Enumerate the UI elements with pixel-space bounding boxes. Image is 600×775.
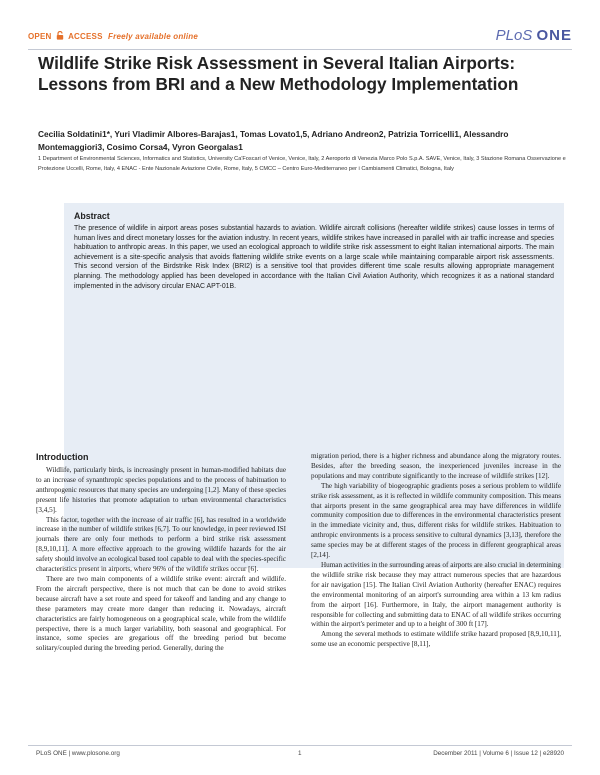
logo-pl: PL [495, 27, 514, 44]
logo-os: oS [513, 27, 533, 44]
intro-paragraph: Wildlife, particularly birds, is increasingly present in human-modified habitats due to an increase of synanthropic species populations and to the process of habituation to anthropogenic resources that many species are undergoing [1,2]. Many of these species present life histories that promote adaptation to urban environmental characteristics [3,4,5]. [36, 466, 286, 514]
intro-paragraph: migration period, there is a higher richness and abundance along the migratory routes. Besides, after the breeding season, the inexperienced juveniles increase in the populations and may contribute significantly to the increase of wildlife strikes [12]. [311, 452, 561, 480]
intro-column-left [36, 466, 286, 654]
affiliations: 1 Department of Environmental Sciences, Informatics and Statistics, University Ca'Foscari of Venice, Venice, Italy, 2 Aeroporto di Venezia Marco Polo S.p.A. SAVE, Venice, Italy, 3 Stazione Romana Osservazione e Protezione Uccelli, Rome, Italy, 4 ENAC - Ente Nazionale Aviazione Civile, Rome, Italy, 5 CMCC – Centro Euro-Mediterraneo per i Cambiamenti Climatici, Bologna, Italy [38, 156, 566, 172]
introduction-heading: Introduction [36, 452, 89, 462]
logo-one: ONE [536, 27, 572, 44]
footer-journal: PLoS ONE | www.plosone.org [36, 750, 120, 757]
footer-rule [28, 745, 572, 746]
access-label: ACCESS [68, 32, 103, 41]
freely-available-label: Freely available online [108, 32, 199, 41]
intro-paragraph: This factor, together with the increase of air traffic [6], has resulted in a worldwide increase in the number of wildlife strikes [6,7]. To our knowledge, in peer reviewed ISI journals there are only four methods to perform a bird strike risk assessment [8,9,10,11]. A more effective approach to the growing wildlife hazards for the air safety should involve an ecological based tool capable to deal with the species-specific characteristics present in airports, where 96% of the wildlife strikes occur [6]. [36, 515, 286, 574]
open-label: OPEN [28, 32, 52, 41]
abstract-heading: Abstract [74, 211, 110, 221]
intro-paragraph: Among the several methods to estimate wildlife strike hazard proposed [8,9,10,11], some use an economic perspective [8,11], [311, 630, 561, 649]
journal-header [28, 27, 572, 49]
article-title: Wildlife Strike Risk Assessment in Several Italian Airports: Lessons from BRI and a New Methodology Implementation [38, 53, 519, 94]
intro-paragraph: The high variability of biogeographic gradients poses a serious problem to wildlife strike risk assessment, as it is reflected in wildlife community composition. This means that airports present in the same geographical area may have differences in wildlife community composition due to differences in the environmental characteristics present in the immediate vicinity and, thus, different risks for wildlife strikes. Habituation to anthropic environments is a process sensitive to cultural dynamics [3,13], therefore the same species may be at different stages of the process in different geographical areas [2,14]. [311, 481, 561, 560]
open-access-badge [28, 31, 198, 41]
intro-column-right [311, 452, 561, 650]
intro-paragraph: Human activities in the surrounding areas of airports are also crucial in determining the wildlife strike risk because they may attract numerous species that are hazardous for air navigation [15]. The Italian Civil Aviation Authority (hereafter ENAC) requires the environmental monitoring of an airport's surrounding area within a 13 km radius from the airport [16]. Furthermore, in Italy, the airport management authority is responsible for collecting and submitting data to ENAC of all wildlife strikes occurring within the airport's perimeter and up to a height of 300 ft [17]. [311, 560, 561, 629]
intro-paragraph: There are two main components of a wildlife strike event: aircraft and wildlife. From the aircraft perspective, there is not much that can be done to avoid strikes because aircraft have a set route and speed for takeoff and landing and any change to these parameters may create more danger than reducing it. Nowadays, aircraft characteristics are fairly homogeneous on a geographical scale, while from the wildlife perspective, there is a much larger variability, both seasonal and geographical. For instance, some species are gregarious off the breeding period but become solitary/coupled during the breeding period. Generally, during the [36, 574, 286, 653]
header-rule [28, 49, 572, 50]
open-lock-icon [56, 31, 64, 40]
abstract-text: The presence of wildlife in airport areas poses substantial hazards to aviation. Wildlife aircraft collisions (hereafter wildlife strikes) cause losses in terms of human lives and direct monetary losses for the aviation industry. In recent years, wildlife strikes have increased in parallel with air traffic increase and species habituation to anthropic areas. In this paper, we used an ecological approach to wildlife strike risk assessment to eight Italian international airports. The main achievement is a site-specific analysis that avoids flattening wildlife strike events on a large scale while maintaining comparable airport risk assessments. This second version of the Birdstrike Risk Index (BRI2) is a sensitive tool that provides different time scale results allowing appropriate management planning. The methodology applied has been developed in accordance with the Italian Civil Aviation Authority, which recognizes it as a national standard implemented in the advisory circular ENAC APT-01B. [74, 225, 554, 290]
plos-one-logo [496, 27, 572, 44]
footer-page-number: 1 [298, 750, 302, 757]
author-list: Cecilia Soldatini1*, Yuri Vladimir Albores-Barajas1, Tomas Lovato1,5, Adriano Andreon2, Patrizia Torricelli1, Alessandro Montemaggiori3, Cosimo Corsa4, Vyron Georgalas1 [38, 129, 509, 152]
footer-issue: December 2011 | Volume 6 | Issue 12 | e28920 [433, 750, 564, 757]
